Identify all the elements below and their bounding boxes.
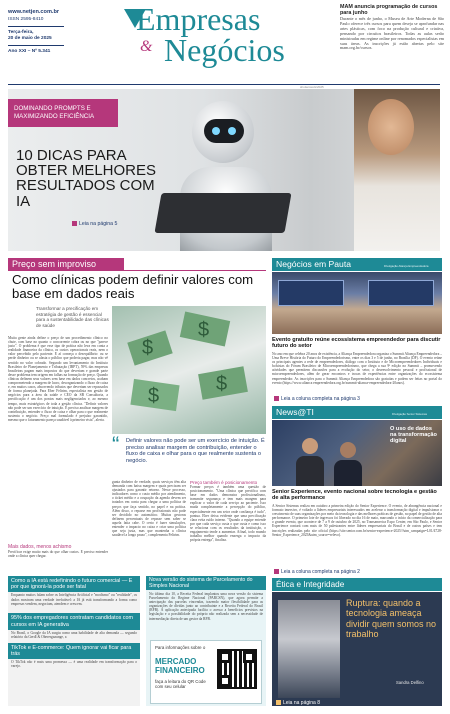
etica-link-label: Leia na página 8 [283, 700, 320, 706]
logo-empresas: Empresas [136, 1, 261, 37]
website[interactable]: www.netjen.com.br [8, 9, 60, 15]
news-ti-text: A Senior Sistemas realiza em outubro a primeira edição do Senior Experience. O evento, de abrangência nacional e formato imersivo, é voltado a líderes empresariais interessados em acelerar a transformação digital e impulsionar o crescimento de suas organizações por meio da tecnologia e das melhores práticas de gestão, no papel de gestão de alta performance. O primeiro lote de ingressos foi liberado no dia 16 de maio, marcando o início da comercialização para o grande evento, que acontece de 7 a 9 de outubro de 2025, no Transamerica Expo Center, em São Paulo, e Senior Experience contará com mais de 50 palestrantes entre líderes empresariais do Brasil e de outros países e tem inscrições realizadas pelo site oficial (https://site.senior.com.br/senior-experience-2025/?utm_campaign=L01/4728-Senior_Experience_2025&utm_source=relevo). [272, 504, 442, 537]
person-face [368, 99, 414, 155]
article-subhead: Mais dados, menos achismo [8, 544, 72, 550]
brief-title[interactable]: MAM anuncia programação de cursos para junho [340, 4, 438, 16]
etica-photo [278, 600, 340, 698]
svg-text:$: $ [198, 319, 210, 341]
hero-link-label: Leia na página 5 [79, 221, 118, 227]
negocios-photo[interactable] [272, 272, 442, 334]
arrow-icon [276, 700, 281, 705]
brief-head[interactable]: 95% dos empregadores contratam candidatos com cursos em IA generativa [8, 613, 140, 629]
news-ti-link[interactable] [274, 569, 360, 575]
hero-banner: DOMINANDO PROMPTS E MAXIMIZANDO EFICIÊNCIA [8, 99, 118, 127]
brief-body: O TikTok não é mais uma promessa — é uma realidade em transformação para o varejo. [11, 660, 137, 669]
article-col1 [8, 336, 108, 559]
speaker [302, 438, 318, 454]
negocios-link-label: Leia a coluna completa na página 3 [281, 396, 360, 402]
article-deck: Transformar a precificação em estratégia de gestão é essencial para a sustentabilidade das clínicas de saúde [36, 306, 109, 328]
svg-text:$: $ [142, 337, 154, 359]
logo-negocios: Negócios [164, 32, 285, 68]
edition: Ano XXI – Nº 5.341 [8, 49, 51, 54]
news-ti-photo[interactable] [272, 420, 442, 486]
brief-head[interactable]: TikTok e E-commerce: Quem ignorar vai ficar para trás [8, 643, 140, 659]
kicker-rule [124, 270, 266, 271]
negocios-title: Negócios em Pauta [272, 258, 442, 271]
news-ti-credit: Divulgação Senior Sistemas [392, 412, 427, 416]
pull-quote-text: Definir valores não pode ser um exercício de intuição. É preciso analisar margem de contribuição, entender o fluxo de caixa e olhar para o que realmente sustenta o negócio. [126, 438, 265, 464]
promo-brand: FINANCEIRO [155, 666, 205, 675]
brief-head[interactable]: Como a IA está redefinindo o futuro comercial — E por que ignorá-la pode ser fatal [8, 576, 140, 592]
hero-headline[interactable]: 10 DICAS PARA OBTER MELHORES RESULTADOS COM IA [16, 147, 157, 210]
etica-link[interactable] [276, 700, 320, 706]
promo-box[interactable] [150, 640, 262, 704]
left-briefs [8, 576, 140, 706]
article-photo[interactable] [112, 306, 266, 434]
robot-eye [212, 127, 220, 135]
etica-author: Sandra Delfino [396, 680, 424, 685]
arrow-icon [274, 569, 279, 574]
event-screen [278, 280, 344, 306]
article-body: Formar preços é também uma questão de posicionamento. "Uma clínica que precifica com base em dados demonstra profissionalismo, transmite segurança e tem mais margem para explicar o valor de cada serviço ao paciente. Isso muda completamente a percepção do público, especialmente em um setor onde confiança é tudo", pontua. Eber deixa evidente que uma precificação clara evita ruído interno. "Quando a equipe entende por que cada serviço custa o que custa e como isso se relaciona com os resultados da instituição, o engajamento tende a aumentar. Afinal, todo mundo trabalha melhor quando enxerga o impacto da própria entrega", finaliza. [190, 485, 266, 543]
news-ti-title: News@TI [272, 406, 442, 419]
negocios-link[interactable] [274, 396, 360, 402]
arrow-icon [72, 221, 77, 226]
laptop [154, 193, 291, 233]
negocios-caption[interactable]: Evento gratuito reúne ecossistema empreendedor para discutir futuro do setor [272, 337, 441, 350]
article-kicker: Preço sem improviso [8, 258, 124, 271]
speaker [340, 442, 356, 458]
robot-visor [204, 119, 244, 143]
brief-text: Durante o mês de junho, o Museu de Arte Moderna de São Paulo oferece três cursos para quem deseja se aprofundar nas artes plásticas, com foco na produção cultural e criativa, pensando por circuitos brasileiros. Todas as aulas serão ministradas em regime online por renomados especialistas em suas áreas. As inscrições já estão abertas pelo site mam.org.br/cursos. [340, 17, 444, 51]
parcelamento-head[interactable]: Nova versão do sistema de Parcelamento do Simples Nacional [149, 577, 253, 589]
etica-box[interactable] [272, 592, 442, 706]
issn: ISSN 2595-8410 [8, 17, 44, 22]
negocios-text: No ano em que celebra 20 anos de existência, a Aliança Empreendedora organiza o Summit Aliança Empreendedora – Uma Breve História do Futuro do Empreendedorismo, entre os dias 3 e 5 de junho, no Brasília (DF). O evento reúne os principais agentes a rede de empreendedores, diálogo com o Instituto e de Microempreendedores Individuais e bolsistas do Fórum Brasileiro de Microempreendedorismo, que chega a sua 9ª edição no Summit – promovendo atividades que permitem discussões para a evolução do setor, o desenvolvimento pessoal e profissional de microempreendedores, além de gerar encontros e trocas de experiências entre organizações do ecossistema empreendedor. As inscrições para o Summit Aliança Empreendedora são gratuitas e podem ser feitas no portal do evento (https://www.alianca empreendedora.org.br/summit-alianca-empreendedora-20anos). [272, 352, 442, 385]
article-subhead: Preço também é posicionamento [190, 480, 258, 485]
brief-body: Enquanto muitos falam sobre os Inteligência Artificial e "modismo" ou "realidade", os dados mostram uma verdade irrefutável: a IA já está transformando a forma como empresas vendem, negociam, atendem e crescem. [11, 593, 137, 606]
article-body: Muita gente ainda define o preço de um procedimento clínico no chute, com base no quanto o concorrente cobra ou no que "parece justo". O problema é que esse tipo de prática não leva em conta a realidade financeira da clínica, os custos operacionais reais, nem o valor percebido pelo paciente. E aí começa o desequilíbrio: ou se perde dinheiro ou se afasta o público que poderia pagar, mas não vê sentido no valor cobrado. Segundo um levantamento do Instituto Brasileiro de Planejamento e Tributação (IBPT), 59% das empresas brasileiras pagam mais impostos do que deveriam e grande parte desse problema tem origem em falhas na formação de preço. Quando clínicas definem seus valores sem base em dados concretos, acabam comprometendo a margem de lucro, desorganizando o fluxo de caixa e, em muitos casos, absorvendo tributos que deveriam ser repassados de forma planejada. Para Eber Feltrim, especialista em gestão de negócios para a área da saúde e CEO da SB Consultoria, a precificação é um dos pontos mais negligenciados e, ao mesmo tempo, mais estratégicos de toda a gestão clínica. "Definir valores não pode ser um exercício de intuição. É preciso analisar margem de contribuição, entender o fluxo de caixa e olhar para o que realmente sustenta o negócio. Preço mal formulado é prejuízo garantido, mesmo que o faturamento pareça saudável à primeira vista", alerta. [8, 336, 108, 422]
header-divider [8, 84, 440, 85]
robot-eye [228, 127, 236, 135]
photo-overlay-text: O uso de dados na transformação digital [390, 426, 437, 445]
article-body: Precificar exige muito mais do que olhar custos. É preciso entender onde a clínica quer chegar. [8, 550, 108, 559]
etica-headline[interactable]: Ruptura: quando a tecnologia ameaça dividir quem somos no trabalho [346, 598, 437, 640]
parcelamento-box [146, 576, 266, 706]
promo-text: faça a leitura do QR Code com seu celular [155, 679, 206, 690]
date: Terça-feira, [8, 30, 34, 35]
article-col3 [190, 480, 266, 567]
promo-brand: MERCADO [155, 657, 197, 666]
logo-ampersand: & [140, 38, 153, 55]
date: 20 de maio de 2025 [8, 36, 52, 41]
brief-body: No Brasil, o Google da IA surgiu como uma habilidade de alta demanda — segundo relatório da Gerdl & Oberergazunge, a [11, 630, 137, 639]
etica-title: Ética e Integridade [272, 578, 442, 591]
article-headline[interactable]: Como clínicas podem definir valores com base em dados reais [12, 272, 254, 302]
article-body: gunta dinheiro de verdade, quais serviços têm alta demanda com baixa margem e quais precisam ser ajustados para garantir retorno. Nesse processo, indicadores como o custo médio por atendimento, o ticket médio e a ocupação da agenda devem ser tratados em conta para chegar a uma política de preços que faça sentido, no papel e na prática. Além disso, o repasse em profissionais não pode ser decidido no automático. Muitas gestoras definem percentuais de repasse sem saber se aquela fatia cabe. O certo é fazer simulações, entender o impacto no caixa e criar uma política que seja justa, mas que mantenha a clínica saudável a longo prazo", complementa Feltrim. [112, 480, 186, 538]
header-brief [340, 4, 444, 93]
event-screen [368, 280, 434, 306]
svg-text:$: $ [148, 385, 160, 407]
arrow-icon [274, 396, 279, 401]
hero-link[interactable] [72, 221, 117, 227]
svg-text:$: $ [216, 373, 228, 395]
pull-quote [112, 432, 266, 480]
promo-text: Para informações sobre o [155, 645, 206, 650]
negocios-credit: Divulgação Aliança Empreendedora [384, 264, 429, 268]
news-ti-link-label: Leia a coluna completa na página 2 [281, 569, 360, 575]
speaker-body [296, 456, 324, 486]
quote-icon: “ [112, 432, 120, 457]
speaker-body [334, 460, 362, 486]
parcelamento-text: No último dia 10, a Receita Federal implantou uma nova versão do sistema Parcelamento do Regime Nacional (PARCSN), que agora permite a antecipação das parcelas vincendas, trazendo maior flexibilidade para as organizações de dívidas junto ao contribuinte e a Receita Federal do Brasil (RFB). A aplicação antecipada facilita o acesso a benefícios previstos na legislação e a possibilidade do próprio não realizada sem a necessidade de intermediação direta de um gestor da RFB. [149, 592, 263, 621]
news-ti-caption[interactable]: Senior Experience, evento nacional sobre tecnologia e gestão de alta performance [272, 489, 437, 502]
photo-credit: shutterstock/2025 [300, 85, 324, 89]
masthead-info [8, 8, 72, 56]
qr-code[interactable] [217, 649, 257, 689]
money-illustration [112, 306, 266, 434]
